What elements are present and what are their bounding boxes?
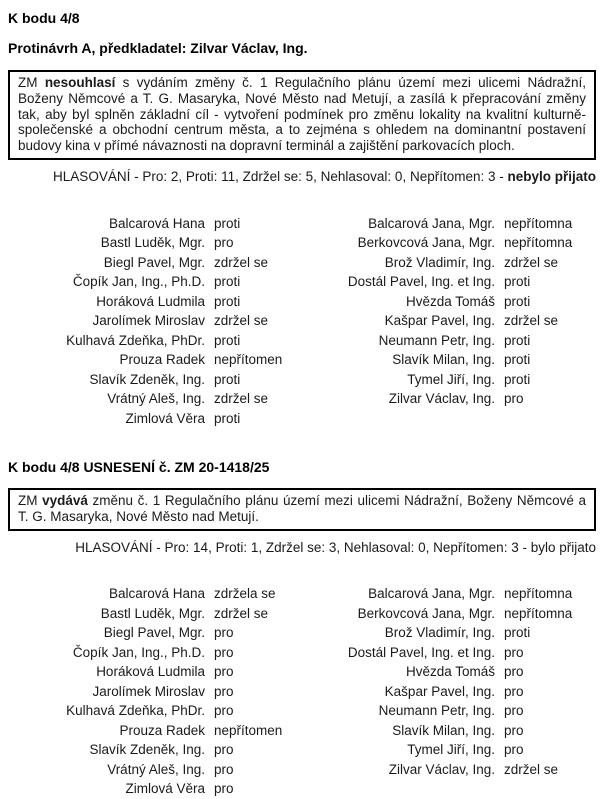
resolution-verb-bold: vydává [42, 493, 88, 509]
voter-vote: nepřítomen [214, 722, 283, 738]
voter-vote: pro [214, 235, 234, 251]
vote-row [302, 721, 596, 741]
voter-vote: pro [214, 644, 234, 660]
voter-name: Horáková Ludmila [96, 664, 205, 680]
vote-row [8, 643, 302, 663]
voter-vote: pro [504, 644, 524, 660]
vote-row [8, 682, 302, 702]
voter-vote: pro [504, 703, 524, 719]
voting-summary-line [8, 169, 596, 185]
voter-vote: zdržel se [504, 761, 559, 777]
vote-row [8, 721, 302, 741]
vote-row [302, 350, 596, 370]
resolution-prefix: ZM [18, 493, 43, 509]
resolution-prefix: ZM [18, 75, 45, 90]
voter-name: Tymel Jiří, Ing. [407, 742, 495, 758]
voter-vote: pro [504, 683, 524, 699]
voter-name: Dostál Pavel, Ing. et Ing. [347, 644, 495, 660]
vote-row [302, 604, 596, 624]
voter-vote: proti [504, 352, 531, 368]
voter-name: Balcarová Hana [108, 586, 205, 602]
voter-name: Čopík Jan, Ing., Ph.D. [72, 644, 205, 660]
vote-row [302, 311, 596, 331]
voter-vote: zdržel se [504, 313, 559, 329]
voter-name: Jarolímek Miroslav [92, 683, 205, 699]
vote-row [8, 760, 302, 780]
vote-row [302, 701, 596, 721]
voter-name: Prouza Radek [119, 722, 205, 738]
voter-name: Zimlová Věra [125, 781, 205, 797]
resolution-body: s vydáním změny č. 1 Regulačního plánu území mezi ulicemi Nádražní, Boženy Němcové a T. G. Masaryka, Nové Město nad Metují, a zasílá k přepracování změny tak, aby byl splněn základní cíl - vytvoření podmínek pro změnu lokality na kvalitní kulturně-společenské a obchodní centrum města, a to zejména s ohledem na dominantní postavení budovy kina v přímé návaznosti na dopravní terminál a zajištění parkovacích ploch. [18, 75, 586, 154]
voter-vote: proti [214, 274, 241, 290]
voter-vote: nepřítomna [504, 586, 573, 602]
voter-vote: proti [214, 410, 241, 426]
voter-vote: proti [214, 293, 241, 309]
voter-name: Vrátný Aleš, Ing. [107, 761, 205, 777]
vote-column-left [8, 584, 302, 799]
voter-name: Tymel Jiří, Ing. [407, 371, 495, 387]
vote-row [8, 370, 302, 390]
vote-row [8, 331, 302, 351]
voter-name: Berkovcová Jana, Mgr. [357, 605, 495, 621]
vote-row [8, 292, 302, 312]
vote-table [8, 214, 596, 429]
voter-vote: proti [214, 332, 241, 348]
voter-name: Zilvar Václav, Ing. [388, 761, 495, 777]
voter-vote: nepřítomen [214, 352, 283, 368]
voter-name: Balcarová Hana [108, 215, 205, 231]
vote-row [302, 662, 596, 682]
voter-vote: proti [504, 274, 531, 290]
voter-vote: proti [214, 371, 241, 387]
voter-vote: proti [504, 625, 531, 641]
voter-vote: zdržel se [504, 254, 559, 270]
vote-row [8, 253, 302, 273]
voter-vote: nepřítomna [504, 215, 573, 231]
voting-summary-line [8, 540, 596, 556]
vote-row [8, 779, 302, 799]
voter-vote: pro [214, 664, 234, 680]
voter-name: Kašpar Pavel, Ing. [384, 313, 495, 329]
vote-row [302, 370, 596, 390]
resolution-text-box [8, 70, 596, 160]
voter-name: Biegl Pavel, Mgr. [103, 254, 205, 270]
voting-summary-text: HLASOVÁNÍ - Pro: 2, Proti: 11, Zdržel se: 5, Nehlasoval: 0, Nepřítomen: 3 - [53, 168, 508, 184]
voter-name: Kulhavá Zdeňka, PhDr. [66, 703, 205, 719]
vote-row [302, 331, 596, 351]
voter-name: Kulhavá Zdeňka, PhDr. [66, 332, 205, 348]
resolution-verb-bold: nesouhlasí [44, 75, 116, 90]
voter-name: Zilvar Václav, Ing. [388, 391, 495, 407]
voter-name: Hvězda Tomáš [405, 664, 495, 680]
voter-name: Slavík Zdeněk, Ing. [89, 742, 205, 758]
vote-row [8, 740, 302, 760]
voter-name: Balcarová Jana, Mgr. [368, 215, 495, 231]
voter-name: Hvězda Tomáš [405, 293, 495, 309]
vote-row [8, 604, 302, 624]
voter-vote: zdržel se [214, 254, 269, 270]
voter-vote: zdržel se [214, 605, 269, 621]
vote-row [302, 233, 596, 253]
vote-row [302, 389, 596, 409]
voter-name: Jarolímek Miroslav [92, 313, 205, 329]
voter-name: Brož Vladimír, Ing. [384, 625, 495, 641]
vote-column-right [302, 214, 596, 429]
voter-name: Neumann Petr, Ing. [378, 703, 495, 719]
vote-column-left [8, 214, 302, 429]
vote-row [302, 292, 596, 312]
voter-name: Neumann Petr, Ing. [378, 332, 495, 348]
vote-row [8, 584, 302, 604]
agenda-item-heading: K bodu 4/8 [8, 10, 80, 26]
voter-vote: zdržel se [214, 391, 269, 407]
voter-name: Slavík Zdeněk, Ing. [89, 371, 205, 387]
vote-row [8, 311, 302, 331]
voter-name: Brož Vladimír, Ing. [384, 254, 495, 270]
voter-name: Prouza Radek [119, 352, 205, 368]
voter-name: Horáková Ludmila [96, 293, 205, 309]
resolution-text-box [8, 488, 596, 531]
vote-row [8, 623, 302, 643]
counterproposal-heading: Protinávrh A, předkladatel: Zilvar Václav, Ing. [8, 40, 308, 56]
voter-vote: pro [504, 742, 524, 758]
voter-vote: pro [214, 761, 234, 777]
vote-row [8, 662, 302, 682]
voter-vote: pro [214, 781, 234, 797]
voting-result-bold: nebylo přijato [507, 168, 596, 184]
voting-summary-text: HLASOVÁNÍ - Pro: 14, Proti: 1, Zdržel se: 3, Nehlasoval: 0, Nepřítomen: 3 - bylo přijato [75, 540, 596, 556]
vote-table [8, 584, 596, 799]
vote-row [8, 701, 302, 721]
vote-row [302, 272, 596, 292]
voter-vote: pro [214, 683, 234, 699]
vote-row [302, 740, 596, 760]
voter-vote: pro [214, 625, 234, 641]
vote-row [302, 623, 596, 643]
vote-row [302, 214, 596, 234]
vote-row [302, 584, 596, 604]
voter-vote: pro [504, 664, 524, 680]
vote-row [8, 272, 302, 292]
vote-row [302, 682, 596, 702]
voter-vote: nepřítomna [504, 235, 573, 251]
voter-name: Vrátný Aleš, Ing. [107, 391, 205, 407]
vote-row [302, 643, 596, 663]
voter-vote: proti [504, 332, 531, 348]
vote-row [302, 760, 596, 780]
voter-vote: zdržel se [214, 313, 269, 329]
voter-name: Bastl Luděk, Mgr. [100, 235, 205, 251]
vote-row [8, 214, 302, 234]
vote-row [8, 409, 302, 429]
voter-vote: proti [504, 371, 531, 387]
voter-name: Balcarová Jana, Mgr. [368, 586, 495, 602]
voter-name: Slavík Milan, Ing. [392, 352, 495, 368]
voter-vote: pro [504, 722, 524, 738]
voter-name: Kašpar Pavel, Ing. [384, 683, 495, 699]
resolution-body: změnu č. 1 Regulačního plánu území mezi ulicemi Nádražní, Boženy Němcové a T. G. Masaryka, Nové Město nad Metují. [18, 493, 586, 525]
vote-row [8, 350, 302, 370]
vote-row [302, 253, 596, 273]
voter-vote: pro [504, 391, 524, 407]
voter-name: Čopík Jan, Ing., Ph.D. [72, 274, 205, 290]
voter-name: Biegl Pavel, Mgr. [103, 625, 205, 641]
voter-name: Bastl Luděk, Mgr. [100, 605, 205, 621]
voter-vote: pro [214, 742, 234, 758]
voter-name: Berkovcová Jana, Mgr. [357, 235, 495, 251]
resolution-number-heading: K bodu 4/8 USNESENÍ č. ZM 20-1418/25 [8, 459, 270, 476]
vote-row [8, 389, 302, 409]
voter-name: Slavík Milan, Ing. [392, 722, 495, 738]
voter-name: Zimlová Věra [125, 410, 205, 426]
vote-column-right [302, 584, 596, 799]
voter-name: Dostál Pavel, Ing. et Ing. [347, 274, 495, 290]
vote-row [8, 233, 302, 253]
voter-vote: zdržela se [214, 586, 276, 602]
voter-vote: proti [504, 293, 531, 309]
voter-vote: pro [214, 703, 234, 719]
voter-vote: nepřítomna [504, 605, 573, 621]
voter-vote: proti [214, 215, 241, 231]
